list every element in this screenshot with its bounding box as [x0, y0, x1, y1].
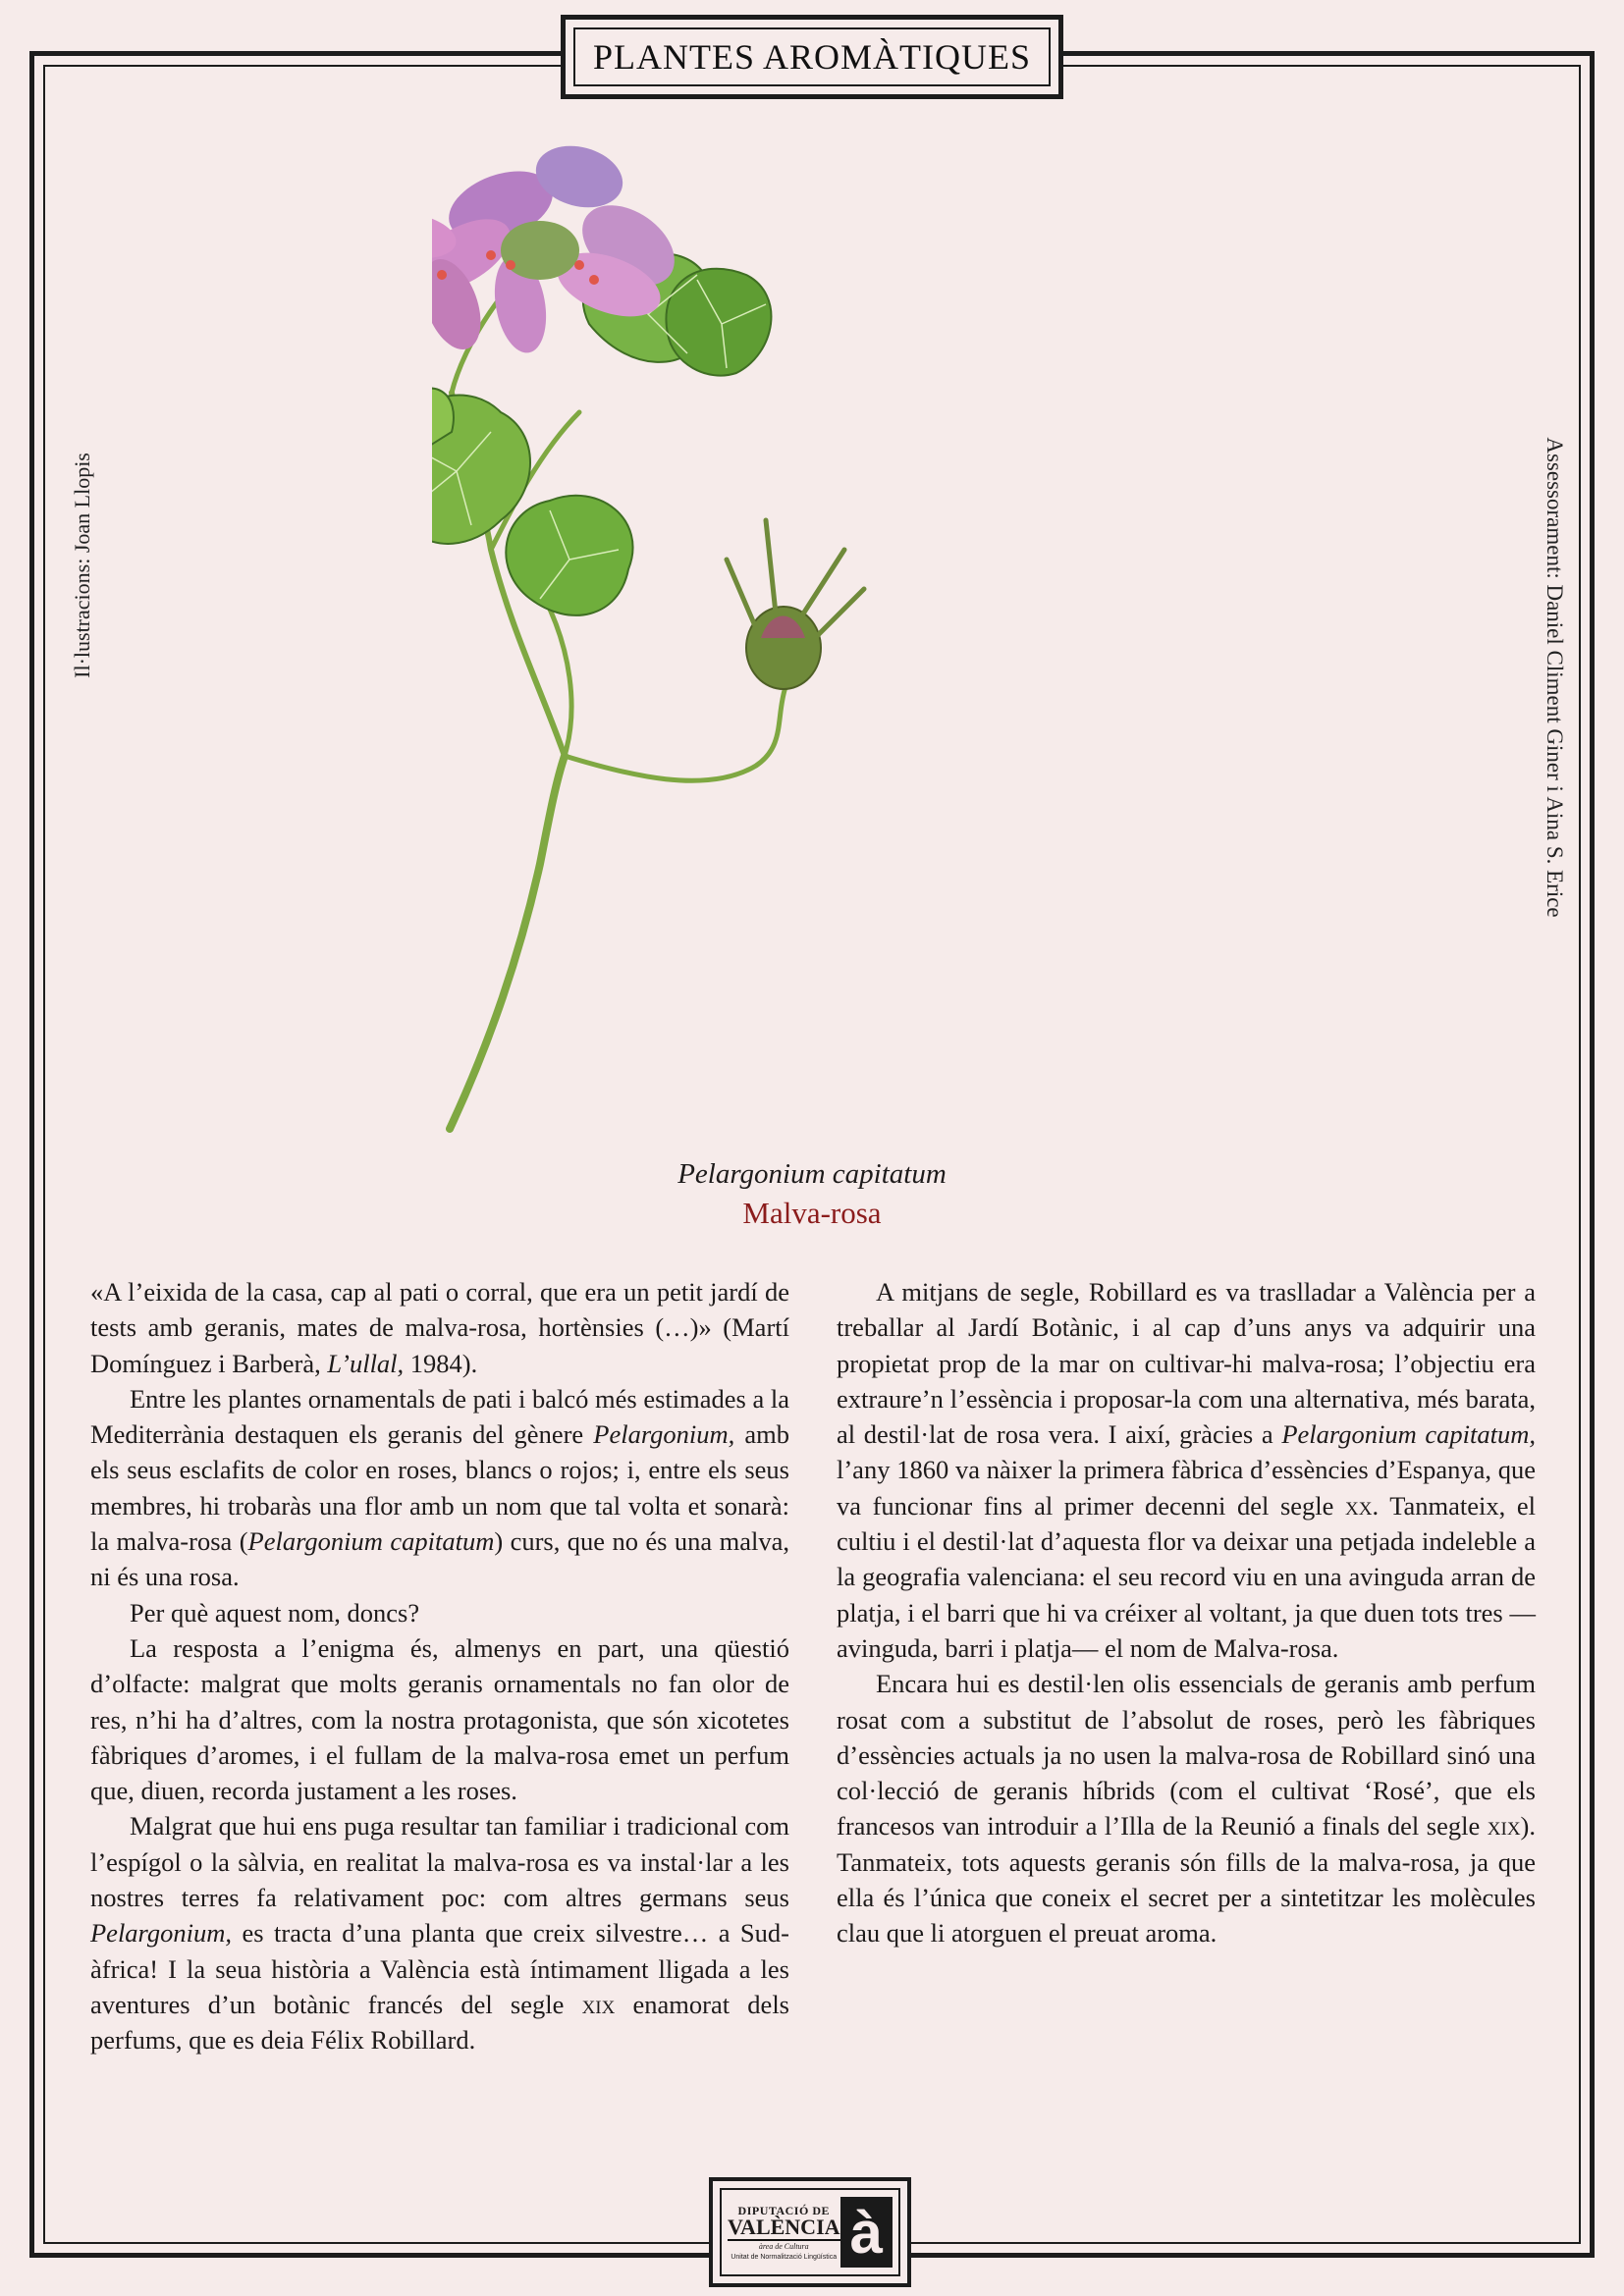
paragraph: Entre les plantes ornamentals de pati i balcó més estimades a la Mediterrània destaquen els geranis del gènere Pelargonium, amb els seus esclafits de color en roses, blancs o rojos; i, entre els seus membres, hi trobaràs una flor amb un nom que tal volta et sonarà: la malva-rosa (Pelargonium capitatum) curs, que no és una malva, ni és una rosa. [90, 1383, 790, 1592]
paragraph: «A l’eixida de la casa, cap al pati o corral, que era un petit jardí de tests amb geranis, mates de malva-rosa, hortènsies (…)» (Martí Domínguez i Barberà, L’ullal, 1984). [90, 1277, 789, 1378]
paragraph: Malgrat que hui ens puga resultar tan familiar i tradicional com l’espígol o la sàlvia, en realitat la malva-rosa es va instal·lar a les nostres terres fa relativament poc: com altres germans seus Pelargonium, es tracta d’una planta que creix silvestre… a Sud-àfrica! I la seua història a València està íntimament lligada a les aventures d’un botànic francés del segle xix enamorat dels perfums, que es deia Félix Robillard. [90, 1811, 789, 2056]
paragraph: Encara hui es destil·len olis essencials de geranis amb perfum rosat com a substitut de l’absolut de roses, però les fàbriques d’essències actuals ja no usen la malva-rosa de Robillard sinó una col·lecció de geranis híbrids (com el cultivat ‘Rosé’, que els francesos van introduir a l’Illa de la Reunió a finals del segle xix). Tanmateix, tots aquests geranis són fills de la malva-rosa, ja que ella és l’única que coneix el secret per a sintetitzar les molècules clau que li atorguen el preuat aroma. [837, 1669, 1536, 1949]
scientific-name: Pelargonium capitatum [677, 1158, 947, 1190]
paragraph: A mitjans de segle, Robillard es va traslladar a València per a treballar al Jardí Botànic, i al cap d’uns anys va adquirir una propietat prop de la mar on cultivar-hi malva-rosa; l’objectiu era extraure’n l’essència i proposar-la com una alternativa, més barata, al destil·lat de rosa vera. I així, gràcies a Pelargonium capitatum, l’any 1860 va nàixer la primera fàbrica d’essències d’Espanya, que va funcionar fins al primer decenni del segle xx. Tanmateix, el cultiu i el destil·lat d’aquesta flor va deixar una petjada indeleble a la geografia valenciana: el seu record viu en una avinguda arran de platja, i el barri que hi va créixer al voltant, ja que duen tots tres —avinguda, barri i platja— el nom de Malva-rosa. [837, 1277, 1537, 1663]
publisher-logo: DIPUTACIÓ DE VALÈNCIA àrea de Cultura Unitat de Normalització Lingüística à [709, 2177, 911, 2287]
logo-mark-icon: à [840, 2197, 893, 2268]
page-title: PLANTES AROMÀTIQUES [573, 27, 1051, 86]
paragraph: Per què aquest nom, doncs? [130, 1597, 420, 1628]
text-column-left [90, 1274, 789, 2058]
geranium-illustration [432, 137, 1198, 1148]
text-column-right [837, 1274, 1536, 1951]
illustration-credit: Il·lustracions: Joan Llopis [70, 453, 94, 678]
paragraph: La resposta a l’enigma és, almenys en part, una qüestió d’olfacte: malgrat que molts geranis ornamentals no fan olor de res, n’hi ha d’altres, com la nostra protagonista, que són xicotetes fàbriques d’aromes, i el fullam de la malva-rosa emet un perfum que, diuen, recorda justament a les roses. [90, 1632, 789, 1806]
flower-bud [727, 520, 864, 689]
plant-stems [450, 275, 785, 1129]
header-box [561, 15, 1063, 99]
advisory-credit: Assessorament: Daniel Climent Giner i Aina S. Erice [1543, 437, 1567, 918]
common-name: Malva-rosa [742, 1196, 882, 1230]
